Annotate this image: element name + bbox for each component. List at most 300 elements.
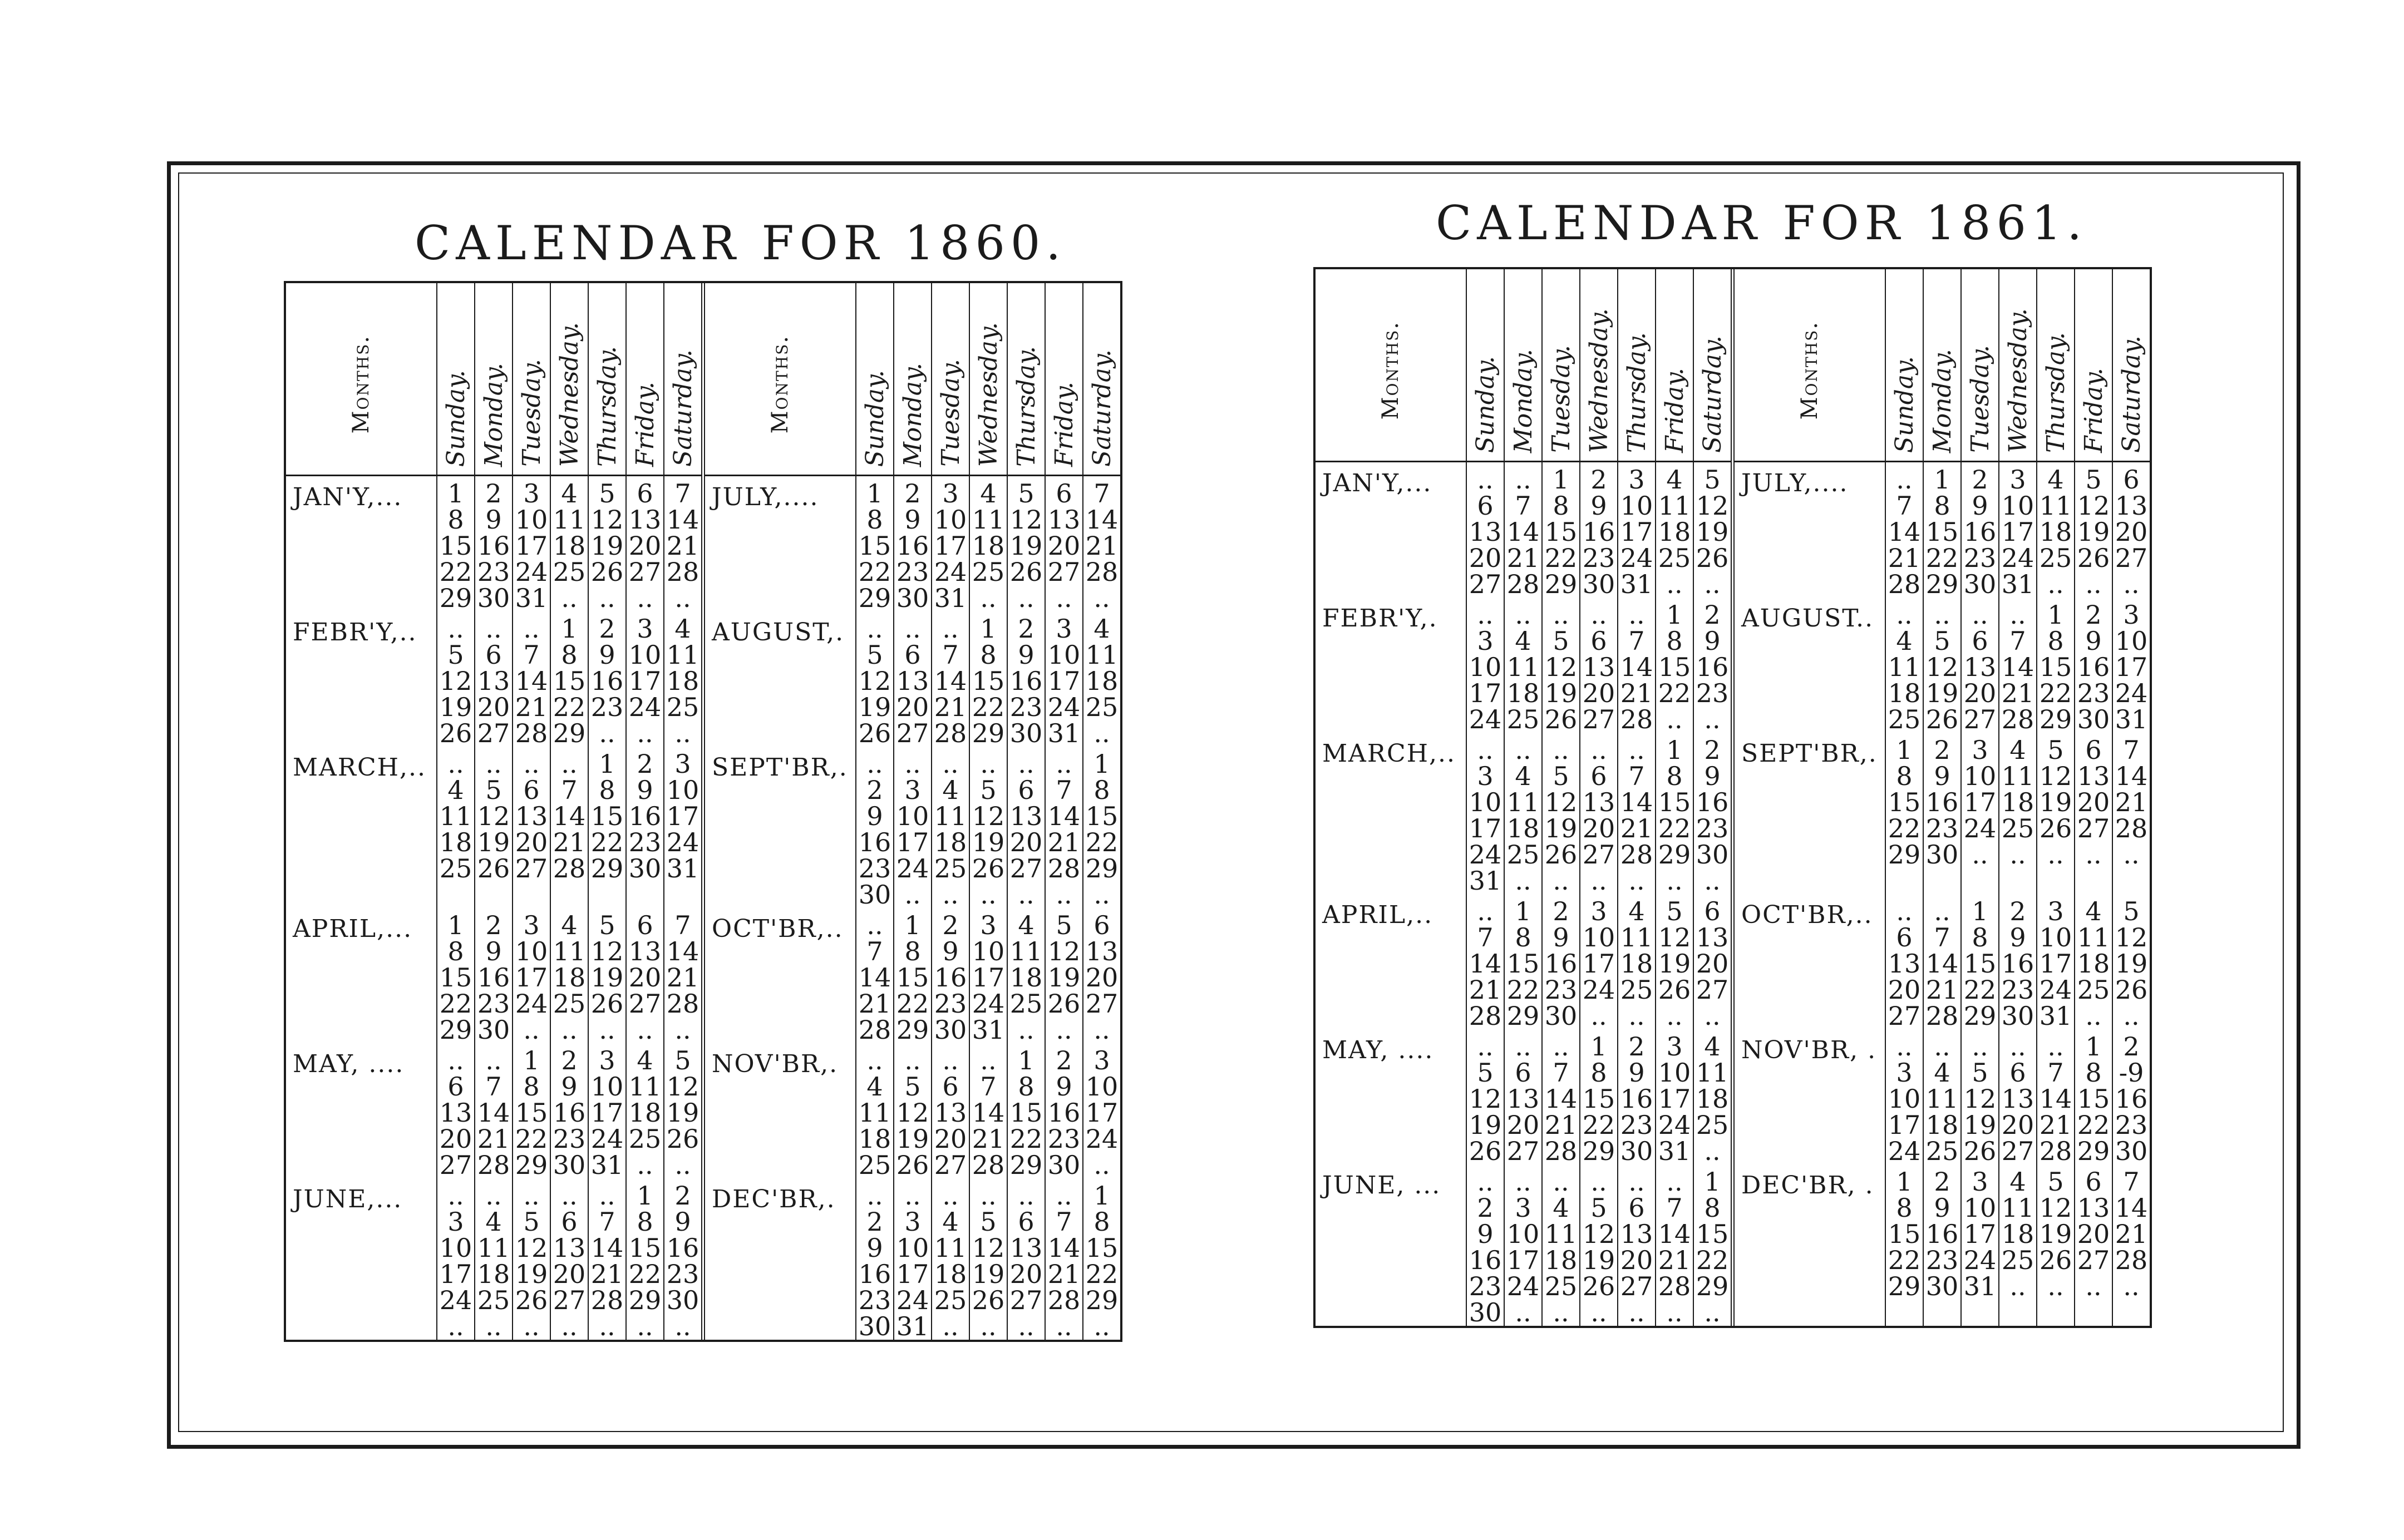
- date-cell: 17: [1582, 949, 1615, 979]
- date-cell: 1: [1896, 1167, 1913, 1197]
- calendar-1860: [284, 281, 1122, 1342]
- date-cell: 23: [858, 853, 891, 883]
- month-name: MARCH,..: [1322, 739, 1456, 768]
- date-cell: 21: [1925, 975, 1959, 1005]
- day-column: [1885, 733, 1923, 894]
- date-cell: 19: [1696, 517, 1729, 547]
- date-cell: 1: [866, 478, 883, 509]
- date-cell: 1: [1093, 749, 1110, 779]
- date-cell: 10: [1085, 1072, 1119, 1102]
- date-cell: 27: [1047, 557, 1081, 587]
- date-cell: 30: [477, 1015, 510, 1045]
- date-cell: 12: [666, 1072, 699, 1102]
- day-column: [437, 747, 475, 908]
- date-cell: 20: [628, 531, 662, 561]
- day-column: [2075, 1029, 2112, 1164]
- day-column: [1504, 1029, 1542, 1164]
- date-cell: 12: [1925, 652, 1959, 682]
- day-column: [1542, 598, 1580, 733]
- date-cell: 2: [599, 614, 615, 644]
- month-row: [286, 1178, 1120, 1340]
- date-cell: 31: [2039, 1001, 2072, 1031]
- day-column: [1923, 1029, 1961, 1164]
- date-cell: 13: [553, 1233, 586, 1263]
- day-header-label: Thursday.: [1622, 332, 1651, 453]
- date-cell: 9: [866, 801, 883, 831]
- date-cell: 8: [1896, 1193, 1913, 1223]
- day-column: [1923, 462, 1961, 598]
- date-cell: 12: [590, 505, 624, 535]
- date-cell: ..: [1093, 718, 1110, 748]
- date-cell: 29: [896, 1015, 929, 1045]
- day-header-label: Thursday.: [1012, 345, 1041, 467]
- date-cell: 14: [2001, 652, 2034, 682]
- day-column: [1580, 894, 1618, 1029]
- date-cell: 23: [1009, 692, 1043, 722]
- day-column: [932, 1178, 969, 1340]
- date-cell: 21: [1544, 1110, 1578, 1140]
- date-cell: 23: [934, 989, 967, 1019]
- date-cell: 8: [637, 1207, 653, 1237]
- date-cell: 26: [666, 1124, 699, 1154]
- date-cell: 29: [1506, 1001, 1540, 1031]
- date-cell: 3: [2009, 465, 2026, 495]
- day-header-label: Thursday.: [2041, 332, 2070, 453]
- date-cell: 10: [1620, 491, 1653, 521]
- date-cell: ..: [447, 749, 464, 779]
- date-cell: 19: [1009, 531, 1043, 561]
- date-cell: 4: [1934, 1058, 1950, 1088]
- day-header-label: Saturday.: [1087, 349, 1116, 467]
- date-cell: 26: [972, 853, 1005, 883]
- day-column: [1618, 894, 1656, 1029]
- day-column: [626, 611, 664, 747]
- date-cell: 5: [1018, 478, 1034, 509]
- date-cell: 20: [628, 962, 662, 993]
- day-column: [626, 747, 664, 908]
- date-cell: 31: [2001, 569, 2034, 599]
- date-cell: 31: [666, 853, 699, 883]
- date-cell: ..: [942, 1045, 959, 1075]
- date-cell: 31: [1620, 569, 1653, 599]
- day-column: [856, 747, 894, 908]
- day-column: [1580, 1029, 1618, 1164]
- day-column: [1007, 908, 1045, 1043]
- date-cell: 9: [674, 1207, 691, 1237]
- date-cell: ..: [1896, 465, 1913, 495]
- date-cell: 10: [515, 936, 548, 966]
- date-cell: 28: [1888, 569, 1921, 599]
- month-row: [1316, 462, 2150, 598]
- date-cell: 23: [666, 1259, 699, 1289]
- date-cell: ..: [1056, 880, 1072, 910]
- date-cell: 11: [1009, 936, 1043, 966]
- date-cell: 10: [1469, 652, 1502, 682]
- date-cell: 28: [590, 1285, 624, 1315]
- date-cell: 19: [1925, 678, 1959, 708]
- date-cell: 13: [1696, 922, 1729, 952]
- day-column: [969, 1043, 1007, 1178]
- day-column: [1580, 462, 1618, 598]
- date-cell: ..: [1896, 600, 1913, 630]
- day-column: [969, 908, 1007, 1043]
- date-cell: ..: [561, 1015, 578, 1045]
- date-cell: ..: [599, 1311, 615, 1341]
- date-cell: 5: [2047, 735, 2064, 765]
- date-cell: 10: [1047, 640, 1081, 670]
- date-cell: 14: [1506, 517, 1540, 547]
- date-cell: 1: [637, 1181, 653, 1211]
- date-cell: 20: [439, 1124, 472, 1154]
- calendar-1861-title: CALENDAR FOR 1861.: [1436, 196, 2088, 250]
- date-cell: 3: [1628, 465, 1645, 495]
- date-cell: 28: [2115, 1245, 2148, 1275]
- date-cell: 30: [1925, 840, 1959, 870]
- date-cell: 14: [553, 801, 586, 831]
- date-cell: 25: [934, 1285, 967, 1315]
- date-cell: 27: [1696, 975, 1729, 1005]
- day-column: [1466, 1164, 1504, 1326]
- day-header: [1693, 269, 1733, 462]
- day-column: [894, 1178, 932, 1340]
- day-header-label: Sunday.: [441, 369, 470, 467]
- date-cell: 9: [904, 505, 921, 535]
- date-cell: 28: [666, 989, 699, 1019]
- date-cell: ..: [1590, 600, 1607, 630]
- day-column: [626, 1043, 664, 1178]
- date-cell: 15: [590, 801, 624, 831]
- day-column: [1999, 1029, 2037, 1164]
- day-column: [1618, 733, 1656, 894]
- date-cell: ..: [1056, 1311, 1072, 1341]
- date-cell: ..: [1515, 1297, 1531, 1327]
- date-cell: 23: [2001, 975, 2034, 1005]
- month-row: [1316, 894, 2150, 1029]
- date-cell: ..: [1018, 749, 1034, 779]
- date-cell: 24: [628, 692, 662, 722]
- date-cell: 11: [1544, 1219, 1578, 1249]
- date-cell: 31: [934, 583, 967, 613]
- date-cell: 14: [2039, 1084, 2072, 1114]
- day-column: [2075, 1164, 2112, 1326]
- date-cell: ..: [637, 1311, 653, 1341]
- day-column: [1618, 1029, 1656, 1164]
- day-column: [1999, 894, 2037, 1029]
- date-cell: 25: [553, 557, 586, 587]
- date-cell: 14: [1544, 1084, 1578, 1114]
- date-cell: 13: [1620, 1219, 1653, 1249]
- day-column: [1656, 462, 1693, 598]
- day-column: [1083, 908, 1120, 1043]
- date-cell: 2: [1018, 614, 1034, 644]
- date-cell: 15: [1658, 787, 1691, 817]
- date-cell: ..: [1628, 1167, 1645, 1197]
- date-cell: ..: [447, 1045, 464, 1075]
- date-cell: -9: [2119, 1058, 2144, 1088]
- day-column: [969, 1178, 1007, 1340]
- date-cell: 29: [1888, 1271, 1921, 1301]
- day-header-label: Wednesday.: [974, 322, 1003, 467]
- day-column: [1961, 1029, 1999, 1164]
- date-cell: 12: [1696, 491, 1729, 521]
- date-cell: 17: [439, 1259, 472, 1289]
- date-cell: 26: [2039, 1245, 2072, 1275]
- day-column: [1580, 598, 1618, 733]
- date-cell: ..: [1477, 735, 1494, 765]
- date-cell: 21: [934, 692, 967, 722]
- day-column: [588, 611, 626, 747]
- day-header: [437, 283, 475, 476]
- date-cell: ..: [904, 880, 921, 910]
- date-cell: 28: [2115, 813, 2148, 843]
- date-cell: 16: [2077, 652, 2110, 682]
- date-cell: ..: [1515, 1167, 1531, 1197]
- date-cell: 4: [447, 775, 464, 805]
- day-column: [2112, 598, 2150, 733]
- date-cell: 23: [858, 1285, 891, 1315]
- date-cell: 16: [858, 827, 891, 857]
- date-cell: 19: [858, 692, 891, 722]
- date-cell: 20: [1009, 827, 1043, 857]
- date-cell: 21: [1620, 678, 1653, 708]
- date-cell: 6: [2123, 465, 2140, 495]
- day-column: [2037, 894, 2075, 1029]
- date-cell: ..: [485, 614, 502, 644]
- day-column: [664, 1178, 703, 1340]
- date-cell: 22: [972, 692, 1005, 722]
- date-cell: 17: [2001, 517, 2034, 547]
- date-cell: 28: [1047, 853, 1081, 883]
- date-cell: 10: [2115, 626, 2148, 656]
- day-column: [513, 611, 550, 747]
- date-cell: 28: [1620, 840, 1653, 870]
- date-cell: 26: [2077, 543, 2110, 573]
- date-cell: 19: [439, 692, 472, 722]
- date-cell: 4: [485, 1207, 502, 1237]
- month-name: MARCH,..: [293, 753, 426, 782]
- date-cell: 27: [553, 1285, 586, 1315]
- date-cell: 22: [1888, 1245, 1921, 1275]
- date-cell: 15: [858, 531, 891, 561]
- date-cell: 29: [628, 1285, 662, 1315]
- date-cell: 13: [2077, 761, 2110, 791]
- date-cell: 28: [934, 718, 967, 748]
- date-cell: 24: [1506, 1271, 1540, 1301]
- day-header-label: Friday.: [630, 381, 659, 467]
- date-cell: 20: [553, 1259, 586, 1289]
- date-cell: 19: [590, 962, 624, 993]
- day-column: [664, 747, 703, 908]
- date-cell: 21: [2001, 678, 2034, 708]
- day-header: [664, 283, 703, 476]
- date-cell: ..: [1628, 866, 1645, 896]
- date-cell: ..: [942, 1311, 959, 1341]
- date-cell: 25: [1888, 704, 1921, 734]
- date-cell: 27: [1620, 1271, 1653, 1301]
- date-cell: 2: [2009, 896, 2026, 926]
- day-header: [1542, 269, 1580, 462]
- date-cell: 7: [1666, 1193, 1683, 1223]
- date-cell: 19: [2115, 949, 2148, 979]
- date-cell: 29: [1925, 569, 1959, 599]
- date-cell: 24: [1888, 1136, 1921, 1166]
- date-cell: 13: [2077, 1193, 2110, 1223]
- date-cell: 24: [1582, 975, 1615, 1005]
- date-cell: 26: [515, 1285, 548, 1315]
- date-cell: 20: [1582, 813, 1615, 843]
- date-cell: 26: [1963, 1136, 1997, 1166]
- date-cell: 23: [1696, 678, 1729, 708]
- day-header: [1504, 269, 1542, 462]
- date-cell: 22: [439, 989, 472, 1019]
- day-column: [588, 476, 626, 612]
- day-header-label: Monday.: [479, 362, 508, 467]
- date-cell: 16: [896, 531, 929, 561]
- date-cell: 16: [1696, 787, 1729, 817]
- date-cell: ..: [1972, 840, 1988, 870]
- day-column: [513, 1043, 550, 1178]
- day-column: [1618, 598, 1656, 733]
- date-cell: 10: [1469, 787, 1502, 817]
- day-header: [588, 283, 626, 476]
- date-cell: ..: [1477, 600, 1494, 630]
- date-cell: ..: [2123, 569, 2140, 599]
- month-name: APRIL,...: [293, 915, 413, 943]
- day-column: [894, 611, 932, 747]
- date-cell: 24: [515, 989, 548, 1019]
- day-column: [437, 908, 475, 1043]
- day-header: [1656, 269, 1693, 462]
- date-cell: 29: [972, 718, 1005, 748]
- date-cell: ..: [447, 614, 464, 644]
- date-cell: 1: [599, 749, 615, 779]
- date-cell: 12: [1544, 652, 1578, 682]
- date-cell: 23: [477, 557, 510, 587]
- date-cell: 28: [1544, 1136, 1578, 1166]
- day-header-label: Thursday.: [593, 345, 622, 467]
- date-cell: 11: [1085, 640, 1119, 670]
- date-cell: 26: [1544, 704, 1578, 734]
- date-cell: 16: [477, 531, 510, 561]
- date-cell: 24: [2115, 678, 2148, 708]
- day-column: [1885, 598, 1923, 733]
- date-cell: 18: [1925, 1110, 1959, 1140]
- calendar-table: [1316, 269, 2150, 1326]
- date-cell: 7: [942, 640, 959, 670]
- months-header: [1733, 269, 1886, 462]
- day-column: [1923, 894, 1961, 1029]
- day-column: [856, 908, 894, 1043]
- date-cell: 30: [1544, 1001, 1578, 1031]
- date-cell: 8: [1934, 491, 1950, 521]
- date-cell: 19: [896, 1124, 929, 1154]
- day-header-label: Sunday.: [1890, 356, 1919, 453]
- date-cell: 11: [934, 1233, 967, 1263]
- date-cell: ..: [637, 718, 653, 748]
- date-cell: 22: [515, 1124, 548, 1154]
- date-cell: 19: [2039, 1219, 2072, 1249]
- date-cell: 14: [2115, 761, 2148, 791]
- day-column: [1466, 462, 1504, 598]
- month-name: SEPT'BR,.: [1733, 733, 1886, 894]
- date-cell: ..: [1515, 1031, 1531, 1062]
- date-cell: 19: [2039, 787, 2072, 817]
- day-column: [626, 908, 664, 1043]
- date-cell: 5: [2085, 465, 2102, 495]
- date-cell: 19: [515, 1259, 548, 1289]
- date-cell: 27: [934, 1150, 967, 1180]
- date-cell: 27: [2001, 1136, 2034, 1166]
- date-cell: 12: [1469, 1084, 1502, 1114]
- date-cell: 16: [1925, 787, 1959, 817]
- date-cell: 20: [1506, 1110, 1540, 1140]
- date-cell: 18: [477, 1259, 510, 1289]
- date-cell: ..: [674, 1311, 691, 1341]
- date-cell: 22: [1085, 1259, 1119, 1289]
- date-cell: 22: [439, 557, 472, 587]
- day-column: [664, 908, 703, 1043]
- month-name: AUGUST,.: [703, 611, 856, 747]
- date-cell: ..: [1477, 1167, 1494, 1197]
- date-cell: 8: [447, 936, 464, 966]
- date-cell: 29: [2077, 1136, 2110, 1166]
- day-column: [1923, 733, 1961, 894]
- date-cell: 28: [477, 1150, 510, 1180]
- date-cell: 14: [1047, 1233, 1081, 1263]
- date-cell: 21: [590, 1259, 624, 1289]
- date-cell: 31: [515, 583, 548, 613]
- date-cell: 21: [666, 962, 699, 993]
- date-cell: 5: [1704, 465, 1721, 495]
- date-cell: 28: [1620, 704, 1653, 734]
- date-cell: 4: [2009, 735, 2026, 765]
- date-cell: 12: [477, 801, 510, 831]
- date-cell: 5: [980, 775, 997, 805]
- date-cell: 5: [1553, 761, 1569, 791]
- month-row: [286, 476, 1120, 612]
- date-cell: 8: [599, 775, 615, 805]
- day-column: [550, 1043, 588, 1178]
- date-cell: 30: [2115, 1136, 2148, 1166]
- date-cell: 22: [1888, 813, 1921, 843]
- date-cell: ..: [866, 614, 883, 644]
- date-cell: 14: [2115, 1193, 2148, 1223]
- date-cell: 4: [2085, 896, 2102, 926]
- date-cell: 3: [1972, 1167, 1988, 1197]
- date-cell: 29: [515, 1150, 548, 1180]
- month-name: SEPT'BR,.: [703, 747, 856, 908]
- date-cell: 23: [1469, 1271, 1502, 1301]
- date-cell: ..: [1666, 569, 1683, 599]
- date-cell: ..: [1704, 1136, 1721, 1166]
- date-cell: ..: [1628, 1001, 1645, 1031]
- day-column: [1885, 894, 1923, 1029]
- day-column: [437, 1043, 475, 1178]
- day-header-label: Monday.: [1928, 348, 1957, 453]
- date-cell: 18: [439, 827, 472, 857]
- date-cell: 14: [1047, 801, 1081, 831]
- month-row: [286, 747, 1120, 908]
- date-cell: 7: [2047, 1058, 2064, 1088]
- date-cell: 20: [2115, 517, 2148, 547]
- date-cell: 3: [1972, 735, 1988, 765]
- day-header: [1580, 269, 1618, 462]
- day-column: [1580, 733, 1618, 894]
- date-cell: 5: [1553, 626, 1569, 656]
- date-cell: 27: [1009, 1285, 1043, 1315]
- date-cell: ..: [1515, 735, 1531, 765]
- day-column: [1083, 1043, 1120, 1178]
